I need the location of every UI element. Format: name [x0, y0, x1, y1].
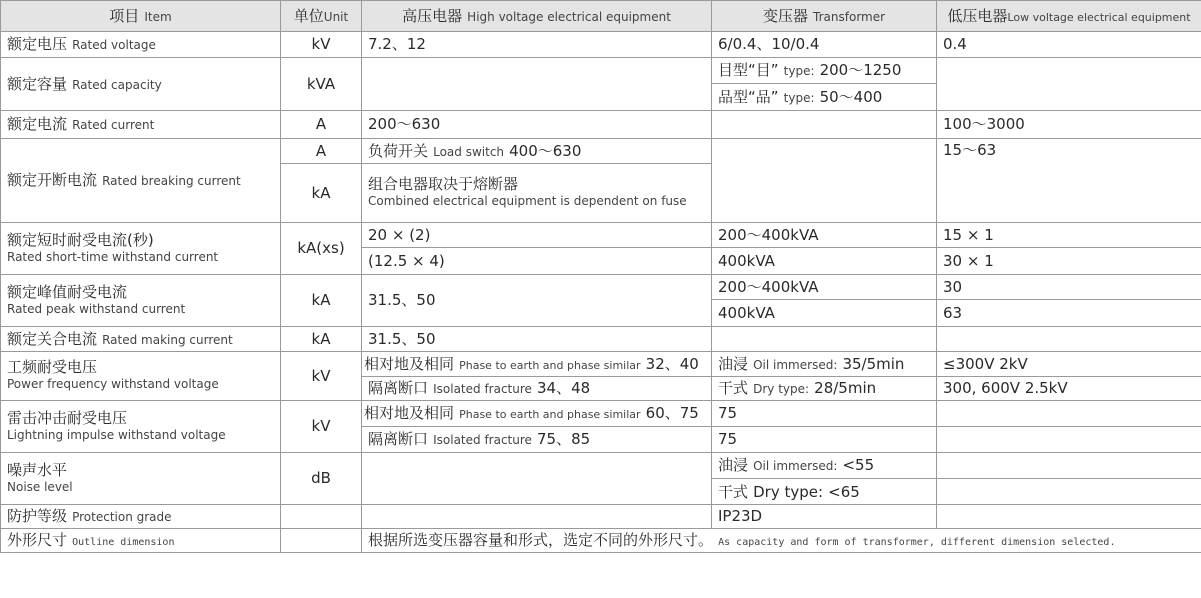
hv-cell: [362, 453, 712, 505]
unit-cell: kV: [281, 352, 362, 401]
row-lightning: [1, 401, 1201, 427]
unit-cell: kVA: [281, 58, 362, 111]
unit-cell: kA: [281, 275, 362, 327]
unit-cell: kA: [281, 327, 362, 352]
hv-cell: (12.5 × 4): [362, 248, 712, 275]
hv-cell: [362, 58, 712, 111]
transformer-cell: 油浸 Oil immersed: <55: [712, 453, 937, 479]
lv-cell: [937, 427, 1201, 453]
transformer-cell: 400kVA: [712, 300, 937, 327]
row-rated-capacity: [1, 58, 1201, 84]
hv-cell: 相对地及相同 Phase to earth and phase similar 60、75: [362, 401, 712, 427]
hv-cell: 31.5、50: [362, 275, 712, 327]
transformer-cell: 75: [712, 427, 937, 453]
transformer-cell: [712, 139, 937, 223]
item-cell: 额定电流 Rated current: [1, 111, 281, 139]
row-power-frequency: [1, 352, 1201, 377]
lv-cell: 100～3000: [937, 111, 1201, 139]
lv-cell: 63: [937, 300, 1201, 327]
transformer-cell: 6/0.4、10/0.4: [712, 32, 937, 58]
transformer-cell: 200～400kVA: [712, 223, 937, 248]
unit-cell: dB: [281, 453, 362, 505]
header-row: [1, 1, 1201, 32]
lv-cell: 30 × 1: [937, 248, 1201, 275]
unit-cell: [281, 529, 362, 553]
item-cell: 额定关合电流 Rated making current: [1, 327, 281, 352]
hv-cell: 组合电器取决于熔断器 Combined electrical equipment is dependent on fuse: [362, 164, 712, 223]
lv-cell: [937, 58, 1201, 111]
row-rated-voltage: [1, 32, 1201, 58]
row-noise: [1, 453, 1201, 479]
outline-value-cell: 根据所选变压器容量和形式，选定不同的外形尺寸。 As capacity and form of transformer, different dimension selected.: [362, 529, 1201, 553]
header-hv: 高压电器 High voltage electrical equipment: [362, 1, 712, 32]
hv-cell: 负荷开关 Load switch 400～630: [362, 139, 712, 164]
transformer-cell: [712, 111, 937, 139]
lv-cell: 0.4: [937, 32, 1201, 58]
hv-cell: 隔离断口 Isolated fracture 75、85: [362, 427, 712, 453]
hv-cell: [362, 505, 712, 529]
hv-cell: 20 × (2): [362, 223, 712, 248]
item-cell: 雷击冲击耐受电压 Lightning impulse withstand voltage: [1, 401, 281, 453]
item-cell: 额定容量 Rated capacity: [1, 58, 281, 111]
hv-cell: 隔离断口 Isolated fracture 34、48: [362, 377, 712, 401]
lv-cell: [937, 401, 1201, 427]
row-peak: [1, 275, 1201, 300]
transformer-cell: IP23D: [712, 505, 937, 529]
lv-cell: ≤300V 2kV: [937, 352, 1201, 377]
unit-cell: A: [281, 111, 362, 139]
transformer-cell: 干式 Dry type: 28/5min: [712, 377, 937, 401]
unit-cell: [281, 505, 362, 529]
item-cell: 防护等级 Protection grade: [1, 505, 281, 529]
lv-cell: 300, 600V 2.5kV: [937, 377, 1201, 401]
row-short-time: [1, 223, 1201, 248]
transformer-cell: 目型“目” type: 200～1250: [712, 58, 937, 84]
lv-cell: [937, 505, 1201, 529]
row-outline: [1, 529, 1201, 553]
unit-cell: A: [281, 139, 362, 164]
transformer-cell: [712, 327, 937, 352]
lv-cell: 15 × 1: [937, 223, 1201, 248]
transformer-cell: 400kVA: [712, 248, 937, 275]
item-cell: 噪声水平 Noise level: [1, 453, 281, 505]
hv-cell: 31.5、50: [362, 327, 712, 352]
row-rated-current: [1, 111, 1201, 139]
hv-cell: 200～630: [362, 111, 712, 139]
item-cell: 额定开断电流 Rated breaking current: [1, 139, 281, 223]
item-cell: 额定电压 Rated voltage: [1, 32, 281, 58]
transformer-cell: 油浸 Oil immersed: 35/5min: [712, 352, 937, 377]
unit-cell: kV: [281, 32, 362, 58]
hv-cell: 相对地及相同 Phase to earth and phase similar 32、40: [362, 352, 712, 377]
lv-cell: 30: [937, 275, 1201, 300]
lv-cell: [937, 479, 1201, 505]
row-breaking-current: [1, 139, 1201, 164]
transformer-cell: 品型“品” type: 50～400: [712, 84, 937, 111]
header-item: 项目 Item: [1, 1, 281, 32]
header-unit: 单位Unit: [281, 1, 362, 32]
lv-cell: 15～63: [937, 139, 1201, 223]
hv-cell: 7.2、12: [362, 32, 712, 58]
row-making: [1, 327, 1201, 352]
unit-cell: kA: [281, 164, 362, 223]
item-cell: 外形尺寸 Outline dimension: [1, 529, 281, 553]
lv-cell: [937, 453, 1201, 479]
header-transformer: 变压器 Transformer: [712, 1, 937, 32]
item-cell: 工频耐受电压 Power frequency withstand voltage: [1, 352, 281, 401]
lv-cell: [937, 327, 1201, 352]
item-cell: 额定短时耐受电流(秒) Rated short-time withstand current: [1, 223, 281, 275]
header-lv: 低压电器Low voltage electrical equipment: [937, 1, 1201, 32]
unit-cell: kV: [281, 401, 362, 453]
transformer-cell: 200～400kVA: [712, 275, 937, 300]
item-cell: 额定峰值耐受电流 Rated peak withstand current: [1, 275, 281, 327]
transformer-cell: 75: [712, 401, 937, 427]
transformer-cell: 干式 Dry type: <65: [712, 479, 937, 505]
unit-cell: kA(xs): [281, 223, 362, 275]
row-protection: [1, 505, 1201, 529]
